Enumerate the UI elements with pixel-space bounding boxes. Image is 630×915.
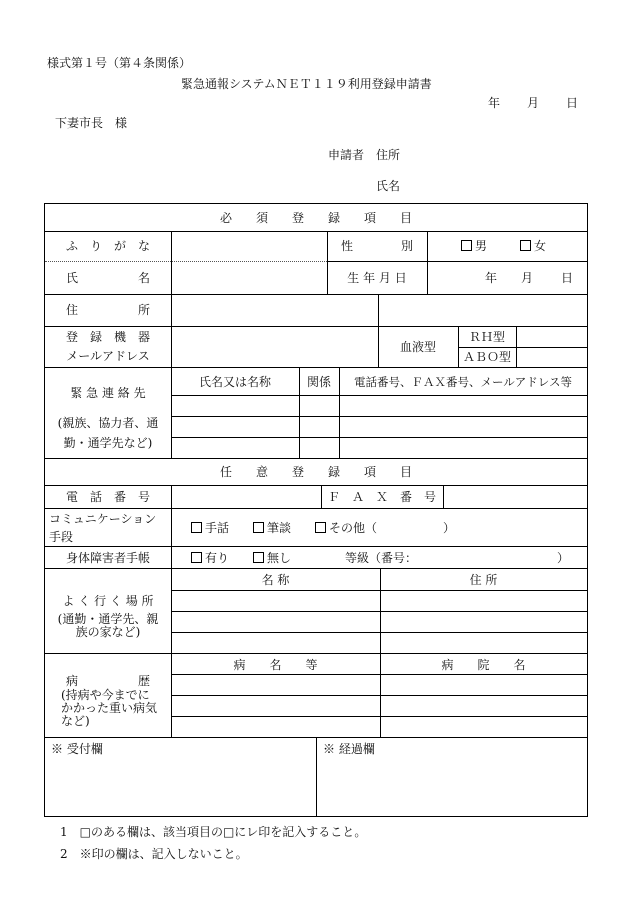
communication-label-1: コミュニケーション (49, 512, 157, 526)
applicant-name-label: 氏名 (376, 179, 401, 193)
emergency-contact-label: 緊 急 連 絡 先 (70, 386, 146, 400)
male-checkbox[interactable] (461, 240, 472, 251)
col-name-header: 氏名又は名称 (198, 375, 271, 389)
blood-type-label: 血液型 (399, 340, 436, 354)
disability-grade-label: 等級（番号： (345, 551, 418, 565)
frequent-places-label: よ く 行 く 場 所 (62, 594, 154, 608)
form-number: 様式第１号（第４条関係） (47, 56, 192, 70)
optional-section-title: 任 意 登 録 項 目 (219, 465, 412, 479)
medical-history-note-2: かかった重い病気 (61, 701, 158, 715)
writing-checkbox[interactable] (253, 522, 264, 533)
emergency-contact-note-2: 勤・通学先など) (63, 436, 153, 450)
gender-label: 性 別 (340, 239, 413, 253)
disability-has-option[interactable]: 有り (191, 551, 229, 565)
frequent-places-note-1: (通勤・通学先、親 (57, 612, 159, 626)
birth-day: 日 (561, 271, 574, 285)
birth-date-label: 生 年 月 日 (347, 271, 407, 285)
medical-history-note-1: (持病や今までに (61, 688, 150, 702)
col-contact-header: 電話番号、ＦＡＸ番号、メールアドレス等 (354, 375, 572, 389)
medical-history-label: 病 歴 (65, 674, 150, 688)
birth-month: 月 (521, 271, 534, 285)
fax-label: Ｆ Ａ Ｘ 番 号 (327, 490, 436, 504)
note-1: 1 □のある欄は、該当項目の□にレ印を記入すること。 (60, 825, 367, 839)
emergency-contact-note-1: (親族、協力者、通 (57, 416, 159, 430)
progress-label: ※ 経過欄 (323, 742, 375, 756)
col-relation-header: 関係 (306, 375, 331, 389)
date-month: 月 (527, 96, 540, 110)
other-checkbox[interactable] (315, 522, 326, 533)
comm-writing-option[interactable]: 筆談 (253, 521, 291, 535)
address-label: 住 所 (65, 303, 150, 317)
addressee: 下妻市長 様 (55, 116, 128, 130)
document-title: 緊急通報システムＮＥＴ１１９利用登録申請書 (181, 77, 432, 91)
name-label: 氏 名 (65, 271, 150, 285)
disability-none-option[interactable]: 無し (253, 551, 291, 565)
disability-grade-close: ） (557, 551, 570, 565)
device-label: 登 録 機 器 (65, 330, 150, 344)
date-year: 年 (488, 96, 501, 110)
female-checkbox[interactable] (520, 240, 531, 251)
date-day: 日 (566, 96, 579, 110)
gender-male-option[interactable]: 男 (461, 239, 487, 253)
applicant-address-label: 申請者 住所 (328, 148, 401, 162)
sign-language-checkbox[interactable] (191, 522, 202, 533)
rh-type-label: ＲＨ型 (468, 330, 505, 344)
comm-other-option[interactable]: その他（ (315, 521, 377, 535)
frequent-places-note-2: 族の家など) (75, 625, 141, 639)
registration-form (44, 203, 588, 817)
places-col-name: 名 称 (261, 573, 290, 587)
gender-female-option[interactable]: 女 (520, 239, 546, 253)
phone-label: 電 話 番 号 (65, 490, 150, 504)
medical-history-note-3: など) (61, 714, 90, 728)
history-col-disease: 病 名 等 (233, 658, 318, 672)
history-col-hospital: 病 院 名 (441, 658, 526, 672)
abo-type-label: ＡＢＯ型 (462, 350, 511, 364)
places-col-address: 住 所 (469, 573, 498, 587)
email-label: メールアドレス (66, 349, 150, 363)
comm-sign-option[interactable]: 手話 (191, 521, 229, 535)
has-checkbox[interactable] (191, 552, 202, 563)
note-2: 2 ※印の欄は、記入しないこと。 (60, 847, 248, 861)
furigana-label: ふ り が な (65, 239, 150, 253)
none-checkbox[interactable] (253, 552, 264, 563)
required-section-title: 必 須 登 録 項 目 (219, 211, 412, 225)
birth-year: 年 (485, 271, 498, 285)
reception-label: ※ 受付欄 (51, 742, 103, 756)
communication-label-2: 手段 (49, 530, 74, 544)
disability-card-label: 身体障害者手帳 (65, 551, 150, 565)
comm-other-close: ） (443, 521, 456, 535)
